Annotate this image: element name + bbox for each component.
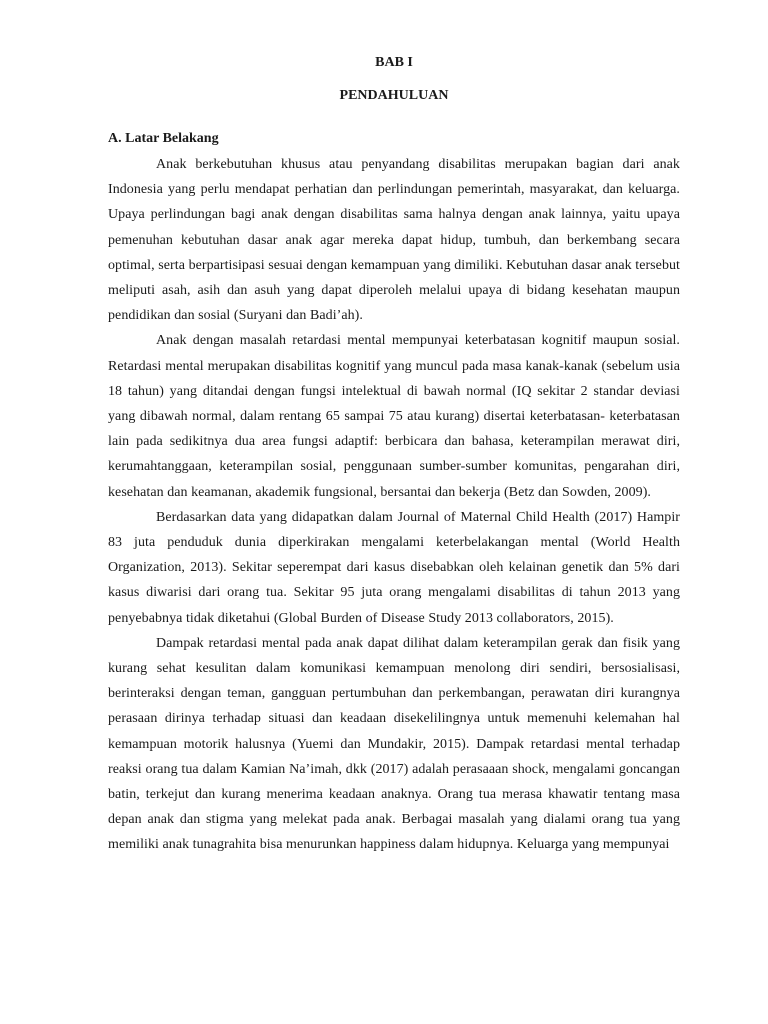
paragraph-1: Anak berkebutuhan khusus atau penyandang disabilitas merupakan bagian dari anak Indonesia yang perlu mendapat perhatian dan perlindungan pemerintah, masyarakat, dan keluarga. Upaya perlindungan bagi anak dengan disabilitas sama halnya dengan anak lainnya, yaitu upaya pemenuhan kebutuhan dasar anak agar mereka dapat hidup, tumbuh, dan berkembang secara optimal, serta berpartisipasi sesuai dengan kemampuan yang dimiliki. Kebutuhan dasar anak tersebut meliputi asah, asih dan asuh yang dapat diperoleh melalui upaya di bidang kesehatan maupun pendidikan dan sosial (Suryani dan Badi’ah). xyxy=(108,157,680,324)
section-heading: A. Latar Belakang xyxy=(108,131,219,146)
paragraph-2: Anak dengan masalah retardasi mental mempunyai keterbatasan kognitif maupun sosial. Retardasi mental merupakan disabilitas kognitif yang muncul pada masa kanak-kanak (sebelum usia 18 tahun) yang ditandai dengan fungsi intelektual di bawah normal (IQ sekitar 2 standar deviasi yang dibawah normal, dalam rentang 65 sampai 75 atau kurang) disertai keterbatasan- keterbatasan lain pada sedikitnya dua area fungsi adaptif: berbicara dan bahasa, keterampilan merawat diri, kerumahtanggaan, keterampilan sosial, penggunaan sumber-sumber komunitas, pengarahan diri, kesehatan dan keamanan, akademik fungsional, bersantai dan bekerja (Betz dan Sowden, 2009). xyxy=(108,333,680,500)
paragraph-3: Berdasarkan data yang didapatkan dalam Journal of Maternal Child Health (2017) Hampir 83 juta penduduk dunia diperkirakan mengalami keterbelakangan mental (World Health Organization, 2013). Sekitar seperempat dari kasus disebabkan oleh kelainan genetik dan 5% dari kasus diwarisi dari orang tua. Sekitar 95 juta orang mengalami disabilitas di tahun 2013 yang penyebabnya tidak diketahui (Global Burden of Disease Study 2013 collaborators, 2015). xyxy=(108,509,680,626)
document-page xyxy=(108,48,680,858)
chapter-title: PENDAHULUAN xyxy=(339,88,449,103)
chapter-number: BAB I xyxy=(375,55,413,70)
paragraph-4: Dampak retardasi mental pada anak dapat dilihat dalam keterampilan gerak dan fisik yang kurang sehat kesulitan dalam komunikasi kemampuan menolong diri sendiri, bersosialisasi, berinteraksi dengan teman, gangguan pertumbuhan dan perkembangan, perawatan diri kurangnya perasaan dirinya terhadap situasi dan keadaan disekelilingnya untuk memenuhi kelemahan hal kemampuan motorik halusnya (Yuemi dan Mundakir, 2015). Dampak retardasi mental terhadap reaksi orang tua dalam Kamian Na’imah, dkk (2017) adalah perasaaan shock, mengalami goncangan batin, terkejut dan kurang menerima keadaan anaknya. Orang tua merasa khawatir tentang masa depan anak dan stigma yang melekat pada anak. Berbagai masalah yang dialami orang tua yang memiliki anak tunagrahita bisa menurunkan happiness dalam hidupnya. Keluarga yang mempunyai xyxy=(108,635,680,853)
